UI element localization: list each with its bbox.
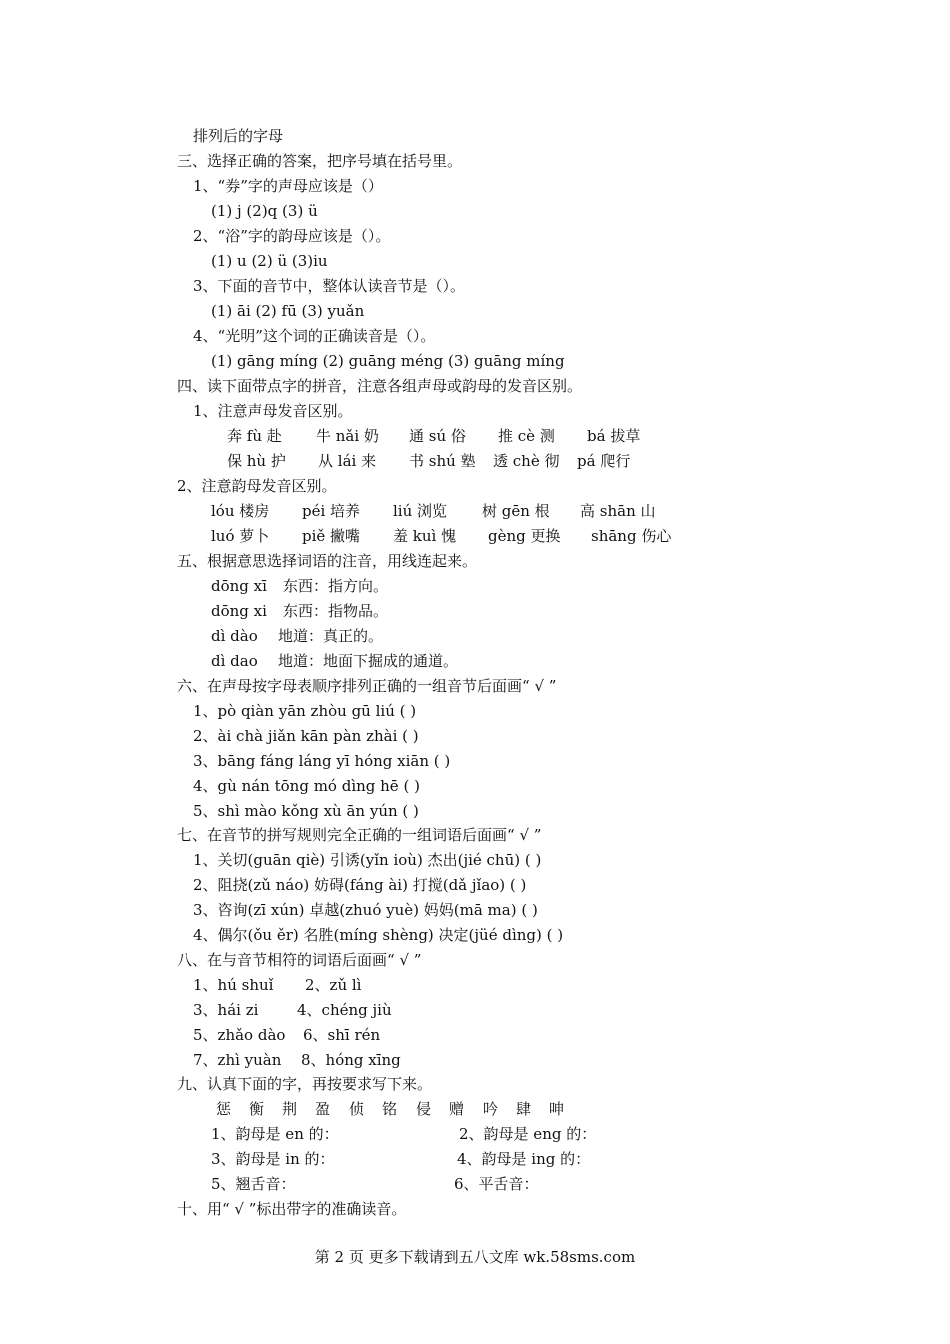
s4-row4-item: luó 萝卜 [211, 527, 270, 545]
s4-row2-item: 透 chè 彻 [493, 452, 560, 470]
s8-item: 5、zhǎo dào [193, 1026, 286, 1044]
s5-meaning: 东西：指物品。 [283, 602, 389, 620]
s4-row1-item: 牛 nǎi 奶 [316, 427, 379, 445]
s3-question-2-options: (1) u (2) ü (3)iu [211, 252, 328, 270]
s4-row3-item: péi 培养 [302, 502, 361, 520]
s4-row1-item: 推 cè 测 [498, 427, 555, 445]
s5-meaning: 地道：真正的。 [278, 627, 384, 645]
s6-item: 1、pò qiàn yān zhòu gū liú ( ) [193, 702, 417, 720]
s8-item: 3、hái zi [193, 1001, 259, 1019]
s4-row4-item: shāng 伤心 [591, 527, 672, 545]
intro-line: 排列后的字母 [193, 127, 284, 145]
s7-item: 2、阻挠(zǔ náo) 妨碍(fáng ài) 打搅(dǎ jǐao) ( ) [193, 876, 527, 894]
s4-row3-item: 树 gēn 根 [482, 502, 550, 520]
s3-question-3: 3、下面的音节中，整体认读音节是（）。 [193, 277, 466, 295]
s4-row2-item: 从 lái 来 [318, 452, 377, 470]
section-4-title: 四、读下面带点字的拼音，注意各组声母或韵母的发音区别。 [177, 377, 583, 395]
section-5-title: 五、根据意思选择词语的注音，用线连起来。 [177, 552, 478, 570]
s9-char: 盈 [315, 1100, 331, 1118]
s9-prompt: 3、韵母是 in 的： [211, 1150, 335, 1168]
section-10-title: 十、用“ √ ”标出带字的准确读音。 [177, 1200, 407, 1218]
s7-item: 4、偶尔(ǒu ěr) 名胜(míng shèng) 决定(jüé dìng) ( ) [193, 926, 564, 944]
s9-char: 衡 [249, 1100, 265, 1118]
s3-question-4: 4、“光明”这个词的正确读音是（）。 [193, 327, 436, 345]
s9-char: 铭 [382, 1100, 398, 1118]
s9-prompt: 5、翘舌音： [211, 1175, 296, 1193]
s9-char: 肆 [516, 1100, 532, 1118]
s4-row2-item: 保 hù 护 [227, 452, 286, 470]
section-8-title: 八、在与音节相符的词语后面画“ √ ” [177, 951, 422, 969]
s5-meaning: 东西：指方向。 [283, 577, 389, 595]
page-footer: 第 2 页 更多下载请到五八文库 wk.58sms.com [314, 1248, 636, 1266]
s4-row3-item: lóu 楼房 [211, 502, 270, 520]
s5-pinyin: dōng xi [211, 602, 267, 620]
s4-row4-item: gèng 更换 [488, 527, 561, 545]
s9-char: 惩 [216, 1100, 232, 1118]
s4-row1-item: bá 拔草 [587, 427, 641, 445]
s8-item: 6、shī rén [303, 1026, 381, 1044]
s9-char: 侵 [416, 1100, 432, 1118]
s7-item: 3、咨询(zī xún) 卓越(zhuó yuè) 妈妈(mā ma) ( ) [193, 901, 538, 919]
s4-row3-item: liú 浏览 [393, 502, 448, 520]
section-7-title: 七、在音节的拼写规则完全正确的一组词语后面画“ √ ” [177, 826, 542, 844]
s4-row4-item: piě 撇嘴 [302, 527, 361, 545]
s3-question-1-options: (1) j (2)q (3) ü [211, 202, 318, 220]
s5-pinyin: dì dào [211, 627, 258, 645]
s8-item: 8、hóng xīng [301, 1051, 401, 1069]
s4-row3-item: 高 shān 山 [580, 502, 656, 520]
s9-prompt: 6、平舌音： [454, 1175, 539, 1193]
s9-char: 呻 [549, 1100, 565, 1118]
s4-row4-item: 羞 kuì 愧 [393, 527, 457, 545]
s4-row2-item: 书 shú 塾 [409, 452, 476, 470]
s4-row2-item: pá 爬行 [577, 452, 631, 470]
s9-char: 赠 [449, 1100, 465, 1118]
s8-item: 7、zhì yuàn [193, 1051, 282, 1069]
s3-question-4-options: (1) gāng míng (2) guāng méng (3) guāng míng [211, 352, 565, 370]
s3-question-3-options: (1) āi (2) fū (3) yuǎn [211, 302, 365, 320]
s5-pinyin: dōng xī [211, 577, 267, 595]
s9-char: 荆 [282, 1100, 298, 1118]
s6-item: 3、bāng fáng láng yī hóng xiān ( ) [193, 752, 451, 770]
s9-char: 吟 [483, 1100, 499, 1118]
s9-char: 侦 [349, 1100, 365, 1118]
section-6-title: 六、在声母按字母表顺序排列正确的一组音节后面画“ √ ” [177, 677, 557, 695]
s7-item: 1、关切(guān qiè) 引诱(yǐn ioù) 杰出(jié chū) ( ) [193, 851, 542, 869]
s8-item: 1、hú shuǐ [193, 976, 274, 994]
s4-row1-item: 通 sú 俗 [409, 427, 466, 445]
s4-sub-2: 2、注意韵母发音区别。 [177, 477, 337, 495]
s3-question-1: 1、“券”字的声母应该是（） [193, 177, 383, 195]
section-3-title: 三、选择正确的答案，把序号填在括号里。 [177, 152, 463, 170]
s9-prompt: 2、韵母是 eng 的： [459, 1125, 597, 1143]
s4-row1-item: 奔 fù 赴 [227, 427, 282, 445]
s5-meaning: 地道：地面下掘成的通道。 [278, 652, 459, 670]
s9-prompt: 4、韵母是 ing 的： [457, 1150, 591, 1168]
s6-item: 2、ài chà jiǎn kān pàn zhài ( ) [193, 727, 419, 745]
s5-pinyin: dì dao [211, 652, 258, 670]
s6-item: 4、gù nán tōng mó dìng hē ( ) [193, 777, 420, 795]
s8-item: 4、chéng jiù [297, 1001, 392, 1019]
s8-item: 2、zǔ lì [305, 976, 362, 994]
s6-item: 5、shì mào kǒng xù ān yún ( ) [193, 802, 419, 820]
s4-sub-1: 1、注意声母发音区别。 [193, 402, 353, 420]
s9-prompt: 1、韵母是 en 的： [211, 1125, 339, 1143]
s3-question-2: 2、“浴”字的韵母应该是（）。 [193, 227, 391, 245]
section-9-title: 九、认真下面的字，再按要求写下来。 [177, 1075, 433, 1093]
